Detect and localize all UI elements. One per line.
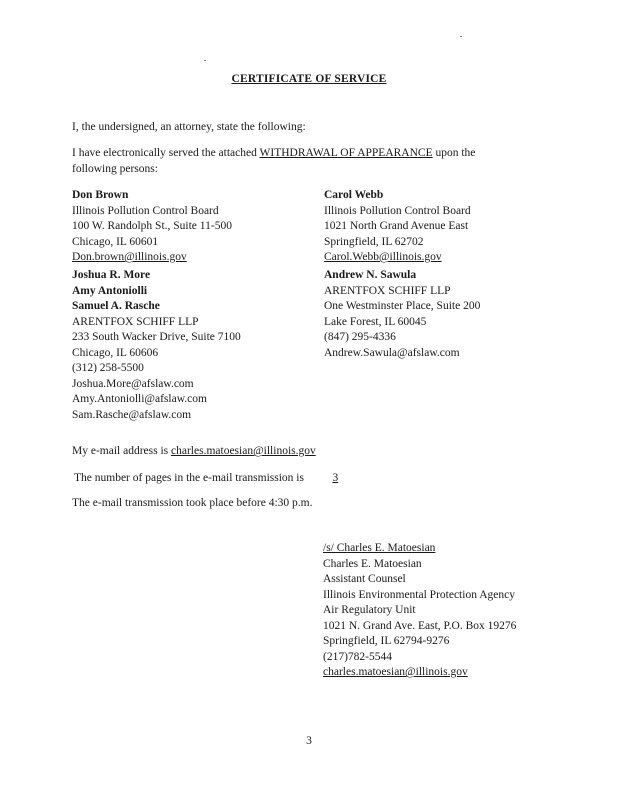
recipient-email-link[interactable]: Carol.Webb@illinois.gov <box>324 251 442 263</box>
recipient-email-link[interactable]: Don.brown@illinois.gov <box>72 251 187 263</box>
signer-phone: (217)782-5544 <box>323 650 392 663</box>
recipient-line: One Westminster Place, Suite 200 <box>324 300 481 312</box>
recipient-name: Don Brown <box>72 189 129 201</box>
recipient-email: Andrew.Sawula@afslaw.com <box>324 346 460 359</box>
signer-name: Charles E. Matoesian <box>323 557 422 570</box>
recipient-line: Illinois Pollution Control Board <box>72 204 219 217</box>
served-document-title: WITHDRAWAL OF APPEARANCE <box>259 147 433 159</box>
served-prefix: I have electronically served the attached <box>72 147 260 159</box>
recipient-line: Lake Forest, IL 60045 <box>324 315 427 328</box>
recipient-line: ARENTFOX SCHIFF LLP <box>72 315 199 328</box>
recipient-email: Amy.Antoniolli@afslaw.com <box>72 393 207 405</box>
email-statement-prefix: My e-mail address is <box>72 445 172 457</box>
served-line2: following persons: <box>72 162 158 175</box>
page-number: 3 <box>306 735 312 747</box>
signer-agency: Illinois Environmental Protection Agency <box>323 588 515 601</box>
signer-city: Springfield, IL 62794-9276 <box>323 635 450 647</box>
signer-unit: Air Regulatory Unit <box>323 604 416 616</box>
scan-speck <box>460 36 462 37</box>
signer-email-link[interactable]: charles.matoesian@illinois.gov <box>323 666 468 678</box>
recipient-email: Sam.Rasche@afslaw.com <box>72 408 192 421</box>
served-statement <box>72 146 532 177</box>
page-title: CERTIFICATE OF SERVICE <box>231 73 387 85</box>
pages-count: 3 <box>332 472 339 484</box>
served-suffix: upon the <box>432 147 476 159</box>
recipient-carol-webb <box>324 188 471 266</box>
recipient-line: 233 South Wacker Drive, Suite 7100 <box>72 331 241 343</box>
recipient-line: ARENTFOX SCHIFF LLP <box>324 284 451 297</box>
email-statement <box>72 444 316 460</box>
recipient-line: 100 W. Randolph St., Suite 11-500 <box>72 220 232 232</box>
recipient-arentfox-chicago <box>72 268 241 423</box>
recipient-name: Amy Antoniolli <box>72 284 148 297</box>
pages-statement <box>74 471 364 487</box>
recipient-line: (312) 258-5500 <box>72 362 144 374</box>
signature-block <box>323 541 516 681</box>
recipient-line: Illinois Pollution Control Board <box>324 204 471 217</box>
recipient-email: Joshua.More@afslaw.com <box>72 377 194 390</box>
recipient-line: 1021 North Grand Avenue East <box>324 220 469 232</box>
signer-address: 1021 N. Grand Ave. East, P.O. Box 19276 <box>323 619 517 632</box>
signature-line: /s/ Charles E. Matoesian <box>323 542 436 554</box>
signer-position: Assistant Counsel <box>323 573 406 585</box>
scan-speck <box>204 60 206 61</box>
recipient-line: Chicago, IL 60601 <box>72 235 159 248</box>
recipient-line: Chicago, IL 60606 <box>72 346 159 359</box>
pages-statement-prefix: The number of pages in the e-mail transmission is <box>74 472 307 484</box>
recipient-line: (847) 295-4336 <box>324 331 396 343</box>
time-statement: The e-mail transmission took place before 4:30 p.m. <box>72 497 313 509</box>
recipient-name: Andrew N. Sawula <box>324 269 417 281</box>
intro-statement: I, the undersigned, an attorney, state the following: <box>72 121 306 133</box>
recipient-name: Carol Webb <box>324 189 384 201</box>
email-statement-link[interactable]: charles.matoesian@illinois.gov <box>171 445 316 457</box>
recipient-don-brown <box>72 188 232 266</box>
recipient-name: Samuel A. Rasche <box>72 300 160 312</box>
recipient-arentfox-lake-forest <box>324 268 480 361</box>
recipient-name: Joshua R. More <box>72 269 151 281</box>
recipient-line: Springfield, IL 62702 <box>324 235 424 248</box>
